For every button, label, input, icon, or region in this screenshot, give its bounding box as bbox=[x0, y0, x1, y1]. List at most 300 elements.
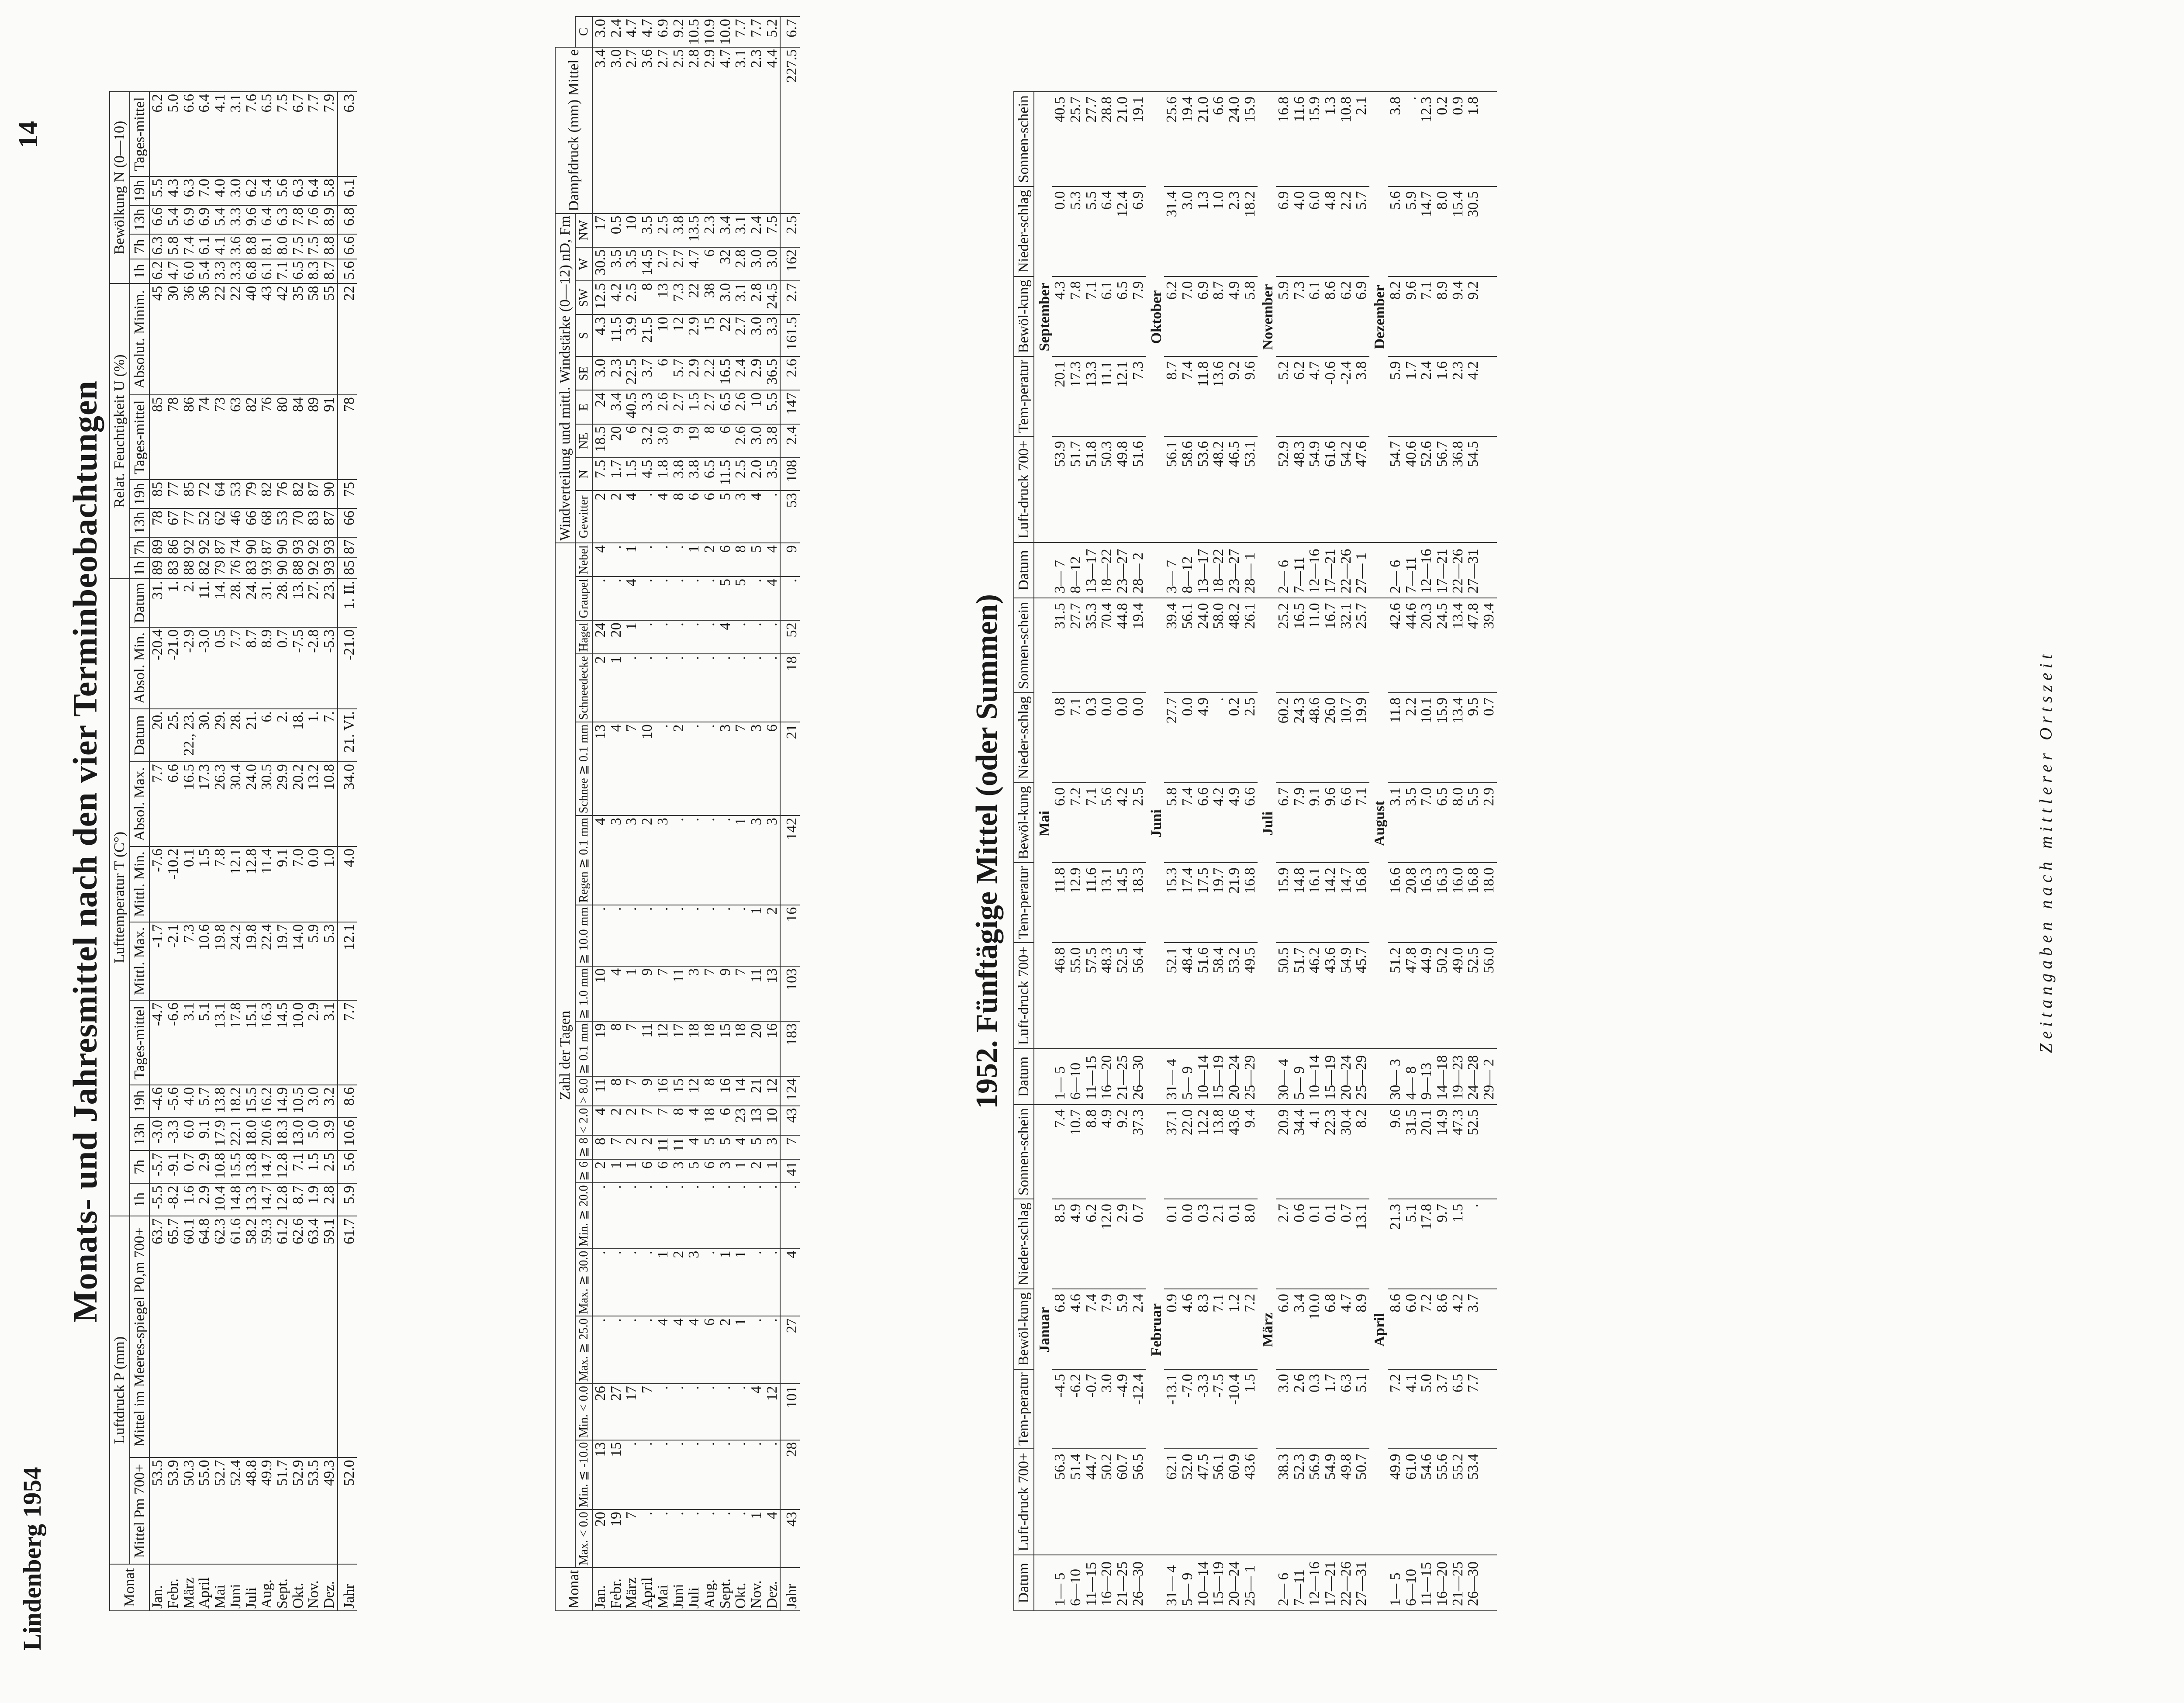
data-cell: 52.5 bbox=[1115, 943, 1130, 1049]
empty-cell bbox=[1034, 542, 1053, 598]
data-cell: 15 bbox=[671, 1076, 687, 1106]
table-row bbox=[321, 92, 338, 1611]
data-cell: . bbox=[749, 654, 764, 722]
data-cell: 7.3 bbox=[671, 281, 687, 314]
data-cell: 14.7 bbox=[259, 1183, 275, 1216]
data-cell: 22.3 bbox=[1323, 1105, 1338, 1199]
data-cell: 6 bbox=[655, 1159, 671, 1183]
empty-cell bbox=[1481, 1105, 1497, 1199]
data-cell: 9.2 bbox=[671, 17, 687, 47]
data-cell: -20.4 bbox=[149, 627, 166, 709]
data-cell: 4 bbox=[764, 1510, 781, 1568]
data-cell: 6.9 bbox=[1196, 276, 1211, 356]
data-cell: -6.2 bbox=[1068, 1369, 1084, 1449]
month-label: Februar bbox=[1146, 1105, 1165, 1555]
subheader: S bbox=[575, 314, 592, 356]
data-cell: 85 bbox=[338, 558, 357, 579]
data-cell: 0.3 bbox=[1196, 1199, 1211, 1289]
data-cell: 7.3 bbox=[1130, 356, 1146, 436]
data-cell: . bbox=[749, 1249, 764, 1316]
data-cell: 6.1 bbox=[197, 234, 212, 259]
data-cell: 6 bbox=[702, 1159, 718, 1183]
data-cell: 9.7 bbox=[1434, 1199, 1450, 1289]
data-cell: . bbox=[733, 654, 749, 722]
data-cell: 4.7 bbox=[624, 17, 639, 47]
data-cell: 5 bbox=[718, 1135, 733, 1159]
data-cell: 7.5 bbox=[275, 92, 290, 176]
data-cell: 6.7 bbox=[1276, 783, 1292, 863]
date-cell: 13—17 bbox=[1196, 542, 1211, 598]
data-cell: 31.5 bbox=[1403, 1105, 1419, 1199]
empty-cell bbox=[1481, 1555, 1497, 1611]
data-cell: 12 bbox=[655, 1021, 671, 1076]
empty-cell bbox=[1481, 1199, 1497, 1289]
data-cell: 4 bbox=[764, 577, 781, 620]
data-cell: . bbox=[592, 905, 608, 966]
data-cell: 90 bbox=[321, 480, 338, 508]
data-cell: 8.8 bbox=[244, 234, 259, 259]
column-header: Datum bbox=[1014, 1049, 1034, 1105]
data-cell: 30.4 bbox=[1338, 1105, 1354, 1199]
subheader: Tages-mittel bbox=[130, 1000, 150, 1085]
data-cell: 2.6 bbox=[733, 390, 749, 424]
data-cell: 30.5 bbox=[592, 247, 608, 281]
month-label: Juli bbox=[1258, 598, 1276, 1049]
data-cell: 4.2 bbox=[608, 281, 624, 314]
data-cell: 2 bbox=[639, 1135, 655, 1159]
data-cell: 5.4 bbox=[166, 205, 181, 234]
data-cell: 82 bbox=[290, 480, 306, 508]
data-cell: 6.5 bbox=[1115, 276, 1130, 356]
data-cell: 7.1 bbox=[1419, 276, 1434, 356]
data-cell: 55.2 bbox=[1450, 1449, 1466, 1555]
data-cell: -10.4 bbox=[1227, 1369, 1242, 1449]
data-cell: 22 bbox=[212, 283, 228, 395]
data-cell: 25.7 bbox=[1354, 598, 1369, 692]
table-row bbox=[1276, 92, 1292, 1611]
data-cell: 21.5 bbox=[639, 314, 655, 356]
month-cell: Nov. bbox=[306, 1564, 321, 1611]
month-label: März bbox=[1258, 1105, 1276, 1555]
date-cell: 10—14 bbox=[1196, 1049, 1211, 1105]
data-cell: 142 bbox=[780, 815, 800, 905]
data-cell: 2.3 bbox=[608, 356, 624, 390]
data-cell: 11.4 bbox=[259, 846, 275, 922]
data-cell: 13.8 bbox=[212, 1085, 228, 1118]
monthly-means-table bbox=[109, 91, 357, 1611]
data-cell: 7.0 bbox=[1180, 276, 1196, 356]
data-cell: 4.2 bbox=[1465, 356, 1481, 436]
data-cell: 5 bbox=[718, 577, 733, 620]
subheader: ≧ 8 bbox=[575, 1135, 592, 1159]
data-cell: . bbox=[655, 1384, 671, 1440]
data-cell: 1.7 bbox=[1323, 1369, 1338, 1449]
data-cell: 38 bbox=[702, 281, 718, 314]
data-cell: 3.7 bbox=[1434, 1369, 1450, 1449]
data-cell: 15.9 bbox=[1307, 92, 1323, 187]
data-cell: 2.5 bbox=[733, 458, 749, 491]
data-cell: 0.7 bbox=[1481, 693, 1497, 783]
data-cell: 0.1 bbox=[1227, 1199, 1242, 1289]
subheader: Tages-mittel bbox=[130, 92, 150, 176]
data-cell: 3.3 bbox=[212, 259, 228, 284]
data-cell: -3.3 bbox=[166, 1118, 181, 1150]
data-cell: 54.9 bbox=[1338, 943, 1354, 1049]
data-cell: 5.4 bbox=[259, 176, 275, 205]
data-cell: 31.4 bbox=[1164, 187, 1180, 276]
data-cell: 44.8 bbox=[1115, 598, 1130, 692]
data-cell: . bbox=[624, 1183, 639, 1248]
data-cell: 93 bbox=[259, 558, 275, 579]
data-cell: 65.7 bbox=[166, 1216, 181, 1458]
data-cell: 124 bbox=[780, 1076, 800, 1106]
data-cell: 8.3 bbox=[306, 259, 321, 284]
date-cell: 25— 1 bbox=[1242, 1555, 1258, 1611]
table-row bbox=[592, 17, 608, 1611]
data-cell: . bbox=[702, 1510, 718, 1568]
table-row bbox=[1403, 92, 1419, 1611]
data-cell: 4.0 bbox=[181, 1085, 197, 1118]
data-cell: -7.6 bbox=[149, 846, 166, 922]
data-cell: 40.5 bbox=[1052, 92, 1068, 187]
data-cell: 10.5 bbox=[290, 1085, 306, 1118]
data-cell: 83 bbox=[244, 558, 259, 579]
data-cell: 3.1 bbox=[733, 214, 749, 247]
data-cell: 1 bbox=[733, 1159, 749, 1183]
data-cell: 46.2 bbox=[1307, 943, 1323, 1049]
data-cell: 11.5 bbox=[608, 314, 624, 356]
subheader: Min. ≧ 20.0 bbox=[575, 1183, 592, 1248]
data-cell: 30.5 bbox=[1465, 187, 1481, 276]
data-cell: 3.8 bbox=[671, 214, 687, 247]
data-cell: . bbox=[671, 815, 687, 905]
data-cell: 5.9 bbox=[1276, 276, 1292, 356]
data-cell: . bbox=[624, 1440, 639, 1510]
data-cell: 8.0 bbox=[1450, 783, 1466, 863]
data-cell: 6. bbox=[259, 709, 275, 762]
data-cell: 3.0 bbox=[749, 314, 764, 356]
data-cell: 0.7 bbox=[181, 1150, 197, 1183]
data-cell: 3.1 bbox=[733, 281, 749, 314]
data-cell: 56.0 bbox=[1481, 943, 1497, 1049]
data-cell: 7.5 bbox=[764, 214, 781, 247]
date-cell: 22—26 bbox=[1338, 542, 1354, 598]
data-cell: 6.9 bbox=[197, 205, 212, 234]
data-cell: 49.0 bbox=[1450, 943, 1466, 1049]
subheader: 13h bbox=[130, 205, 150, 234]
data-cell: 0.0 bbox=[1180, 1199, 1196, 1289]
data-cell: 7.1 bbox=[1211, 1289, 1227, 1369]
date-cell: 7—11 bbox=[1292, 542, 1307, 598]
data-cell: 6.0 bbox=[181, 1118, 197, 1150]
data-cell: 2.2 bbox=[1403, 693, 1419, 783]
data-cell: 40.6 bbox=[1403, 436, 1419, 542]
data-cell: 3.0 bbox=[306, 1085, 321, 1118]
data-cell: 1 bbox=[749, 905, 764, 966]
data-cell: 1 bbox=[608, 654, 624, 722]
data-cell: 55.0 bbox=[197, 1458, 212, 1564]
data-cell: 12.0 bbox=[1099, 1199, 1115, 1289]
data-cell: -7.5 bbox=[1211, 1369, 1227, 1449]
data-cell: 6 bbox=[686, 491, 702, 543]
data-cell: 5.8 bbox=[1242, 276, 1258, 356]
data-cell: 147 bbox=[780, 390, 800, 424]
data-cell: 50.2 bbox=[1434, 943, 1450, 1049]
data-cell: 83 bbox=[166, 558, 181, 579]
data-cell: 30 bbox=[166, 283, 181, 395]
data-cell: 56.3 bbox=[1052, 1449, 1068, 1555]
data-cell: 12.2 bbox=[1196, 1105, 1211, 1199]
data-cell: 6.9 bbox=[1130, 187, 1146, 276]
date-cell: 27— 1 bbox=[1354, 542, 1369, 598]
data-cell: 56.9 bbox=[1307, 1449, 1323, 1555]
data-cell: 1 bbox=[624, 620, 639, 654]
data-cell: 8 bbox=[733, 543, 749, 577]
data-cell: 9.6 bbox=[1242, 356, 1258, 436]
data-cell: 10.8 bbox=[1338, 92, 1354, 187]
data-cell: . bbox=[733, 1384, 749, 1440]
data-cell: 13.8 bbox=[244, 1150, 259, 1183]
data-cell: 63 bbox=[228, 395, 244, 480]
data-cell: . bbox=[702, 905, 718, 966]
data-cell: 44.7 bbox=[1084, 1449, 1099, 1555]
data-cell: 17.4 bbox=[1180, 863, 1196, 943]
data-cell: . bbox=[780, 577, 800, 620]
data-cell: 7.1 bbox=[1084, 276, 1099, 356]
data-cell: 2.5 bbox=[780, 214, 800, 247]
data-cell: 43.6 bbox=[1227, 1105, 1242, 1199]
data-cell: 52.5 bbox=[1465, 1105, 1481, 1199]
date-cell: 2— 6 bbox=[1276, 1555, 1292, 1611]
month-cell: Jan. bbox=[592, 1568, 608, 1611]
date-cell: 12—16 bbox=[1419, 542, 1434, 598]
data-cell: 24 bbox=[592, 620, 608, 654]
data-cell: 78 bbox=[149, 508, 166, 537]
data-cell: 5.7 bbox=[1354, 187, 1369, 276]
data-cell: . bbox=[764, 1183, 781, 1248]
data-cell: . bbox=[639, 577, 655, 620]
data-cell: -5.6 bbox=[166, 1085, 181, 1118]
data-cell: -2.9 bbox=[181, 627, 197, 709]
data-cell: 5.8 bbox=[166, 234, 181, 259]
date-cell: 20—24 bbox=[1227, 1555, 1242, 1611]
data-cell: 7.5 bbox=[306, 234, 321, 259]
data-cell: 8 bbox=[639, 281, 655, 314]
data-cell: 9.6 bbox=[1323, 783, 1338, 863]
table-row bbox=[1465, 92, 1481, 1611]
table-row bbox=[686, 17, 702, 1611]
data-cell: -3.0 bbox=[149, 1118, 166, 1150]
month-cell: Sept. bbox=[718, 1568, 733, 1611]
data-cell: 18.3 bbox=[1130, 863, 1146, 943]
data-cell: 2.4 bbox=[733, 356, 749, 390]
data-cell: 7.2 bbox=[1068, 783, 1084, 863]
data-cell: 4.5 bbox=[639, 458, 655, 491]
date-cell: 26—30 bbox=[1465, 1555, 1481, 1611]
column-header: Tem-peratur bbox=[1014, 863, 1034, 943]
col-monat-2: Monat bbox=[555, 1568, 592, 1611]
data-cell: 58.0 bbox=[1211, 598, 1227, 692]
data-cell: 8.9 bbox=[321, 205, 338, 234]
data-cell: 2.6 bbox=[655, 390, 671, 424]
data-cell: 12 bbox=[764, 1384, 781, 1440]
subheader: Hagel bbox=[575, 620, 592, 654]
page-number: 14 bbox=[14, 121, 43, 148]
data-cell: 16 bbox=[764, 1021, 781, 1076]
month-cell: März bbox=[624, 1568, 639, 1611]
data-cell: 7.7 bbox=[306, 92, 321, 176]
data-cell: 79 bbox=[212, 558, 228, 579]
data-cell: . bbox=[655, 620, 671, 654]
data-cell: 53.5 bbox=[149, 1458, 166, 1564]
date-cell: 30— 4 bbox=[1276, 1049, 1292, 1105]
data-cell: 15.9 bbox=[1242, 92, 1258, 187]
date-cell: 17—21 bbox=[1434, 542, 1450, 598]
data-cell: 1 bbox=[749, 1510, 764, 1568]
data-cell: . bbox=[686, 1183, 702, 1248]
table-row bbox=[1052, 92, 1068, 1611]
data-cell: 52.1 bbox=[1164, 943, 1180, 1049]
data-cell: 5.3 bbox=[321, 922, 338, 1000]
month-cell: Nov. bbox=[749, 1568, 764, 1611]
five-day-means-table bbox=[1013, 91, 1497, 1611]
data-cell: 22 bbox=[228, 283, 244, 395]
data-cell: 2.9 bbox=[1115, 1199, 1130, 1289]
subheader: 19h bbox=[130, 480, 150, 508]
data-cell: 0.8 bbox=[1052, 693, 1068, 783]
subheader: ≧ 10.0 mm bbox=[575, 905, 592, 966]
data-cell: 10 bbox=[624, 214, 639, 247]
data-cell: 16 bbox=[780, 905, 800, 966]
data-cell: 52.4 bbox=[228, 1458, 244, 1564]
data-cell: 22., 23. bbox=[181, 709, 197, 762]
data-cell: 9.1 bbox=[1307, 783, 1323, 863]
data-cell: 48.8 bbox=[244, 1458, 259, 1564]
table-row bbox=[1369, 92, 1388, 1611]
data-cell: 2.0 bbox=[749, 458, 764, 491]
date-cell: 20—24 bbox=[1227, 1049, 1242, 1105]
data-cell: 4 bbox=[749, 491, 764, 543]
table-row bbox=[655, 17, 671, 1611]
data-cell: 2 bbox=[592, 654, 608, 722]
data-cell: -7.5 bbox=[290, 627, 306, 709]
data-cell: . bbox=[718, 1510, 733, 1568]
empty-cell bbox=[1481, 356, 1497, 436]
data-cell: 3.0 bbox=[228, 176, 244, 205]
data-cell: 85 bbox=[149, 395, 166, 480]
table-row bbox=[718, 17, 733, 1611]
col-lufttemperatur: Lufttemperatur T (C°) bbox=[110, 579, 130, 1216]
month-cell: Jahr bbox=[338, 1564, 357, 1611]
data-cell: 51.7 bbox=[1068, 436, 1084, 542]
data-cell: 3.8 bbox=[671, 458, 687, 491]
data-cell: 53.4 bbox=[1465, 1449, 1481, 1555]
data-cell: 0.0 bbox=[1115, 693, 1130, 783]
data-cell: 9.2 bbox=[1465, 276, 1481, 356]
data-cell: 10 bbox=[749, 390, 764, 424]
data-cell: 5 bbox=[749, 1135, 764, 1159]
data-cell: 4.2 bbox=[1115, 783, 1130, 863]
data-cell: 2.9 bbox=[686, 356, 702, 390]
data-cell: 6.8 bbox=[338, 205, 357, 234]
date-cell: 2— 6 bbox=[1276, 542, 1292, 598]
data-cell: 1.0 bbox=[321, 846, 338, 922]
subheader: ≧ 0.1 mm bbox=[575, 1021, 592, 1076]
table-row bbox=[639, 17, 655, 1611]
data-cell: 55.0 bbox=[1068, 943, 1084, 1049]
subheader: Regen ≧ 0.1 mm bbox=[575, 815, 592, 905]
empty-cell bbox=[1258, 1049, 1276, 1105]
data-cell: 1.5 bbox=[1242, 1369, 1258, 1449]
data-cell: 17 bbox=[624, 1384, 639, 1440]
month-label: April bbox=[1369, 1105, 1388, 1555]
data-cell: 3 bbox=[686, 966, 702, 1021]
data-cell: 5.1 bbox=[1403, 1199, 1419, 1289]
data-cell: 0.0 bbox=[306, 846, 321, 922]
data-cell: . bbox=[671, 654, 687, 722]
data-cell: 4.9 bbox=[1099, 1105, 1115, 1199]
data-cell: 3 bbox=[764, 1135, 781, 1159]
subheader: Nebel bbox=[575, 543, 592, 577]
data-cell: -1.7 bbox=[149, 922, 166, 1000]
subheader: Max. ≧ 30.0 bbox=[575, 1249, 592, 1316]
month-cell: Aug. bbox=[259, 1564, 275, 1611]
data-cell: 87 bbox=[338, 537, 357, 558]
data-cell: 6.0 bbox=[1052, 783, 1068, 863]
data-cell: 49.5 bbox=[1242, 943, 1258, 1049]
data-cell: 5.7 bbox=[197, 1085, 212, 1118]
date-cell: 11—15 bbox=[1084, 1555, 1099, 1611]
data-cell: 3.8 bbox=[764, 424, 781, 458]
data-cell: . bbox=[639, 491, 655, 543]
table-row bbox=[212, 92, 228, 1611]
data-cell: 51.6 bbox=[1130, 436, 1146, 542]
subheader: 13h bbox=[130, 1118, 150, 1150]
data-cell: . bbox=[733, 1510, 749, 1568]
subheader: NE bbox=[575, 424, 592, 458]
data-cell: 4.6 bbox=[1068, 1289, 1084, 1369]
data-cell: 6.7 bbox=[780, 17, 800, 47]
data-cell: 90 bbox=[275, 558, 290, 579]
data-cell: 17.8 bbox=[228, 1000, 244, 1085]
data-cell: 7.9 bbox=[1292, 783, 1307, 863]
data-cell: 2.5 bbox=[655, 214, 671, 247]
data-cell: 7.5 bbox=[592, 458, 608, 491]
data-cell: 5.9 bbox=[306, 922, 321, 1000]
data-cell: 3.1 bbox=[321, 1000, 338, 1085]
data-cell: 16 bbox=[655, 1076, 671, 1106]
data-cell: 55 bbox=[321, 283, 338, 395]
table-row bbox=[244, 92, 259, 1611]
data-cell: 46.8 bbox=[1052, 943, 1068, 1049]
data-cell: 2 bbox=[718, 1316, 733, 1384]
table-row bbox=[228, 92, 244, 1611]
data-cell: 23 bbox=[733, 1106, 749, 1136]
column-header: Sonnen-schein bbox=[1014, 598, 1034, 692]
table-row bbox=[1227, 92, 1242, 1611]
data-cell: 6.3 bbox=[149, 234, 166, 259]
data-cell: 22.4 bbox=[259, 922, 275, 1000]
subheader: E bbox=[575, 390, 592, 424]
data-cell: 51.6 bbox=[1196, 943, 1211, 1049]
data-cell: 93 bbox=[290, 537, 306, 558]
data-cell: 8.6 bbox=[338, 1085, 357, 1118]
date-cell: 2— 6 bbox=[1388, 542, 1403, 598]
data-cell: -5.7 bbox=[149, 1150, 166, 1183]
table-row bbox=[702, 17, 718, 1611]
data-cell: 27 bbox=[608, 1384, 624, 1440]
subheader: 19h bbox=[130, 1085, 150, 1118]
